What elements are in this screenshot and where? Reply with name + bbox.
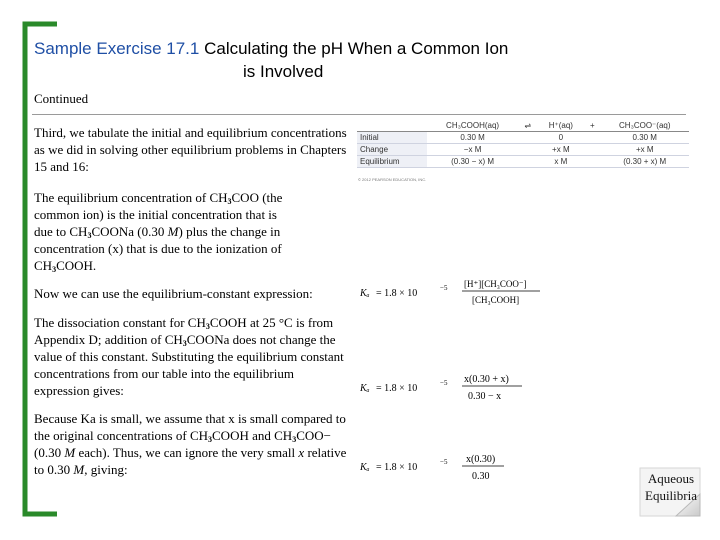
ice-table-header-row: [357, 120, 689, 132]
ka-symbol: Kₐ: [360, 462, 370, 473]
ice-row-label: Change: [357, 144, 427, 156]
ice-table: [357, 120, 689, 168]
ice-table-row: [357, 144, 689, 156]
paragraph-equilibrium-concentration: The equilibrium concentration of $CH_3COO$ (the common ion) is the initial concentration that is due to $CH_3COONa$ (0.30 M) plus the change in concentration (x) that is due to the ionization of $CH_3COOH$.: [34, 190, 283, 274]
ice-header-cell: CH₃COO⁻(aq): [601, 120, 689, 132]
ka-value: = 1.8 × 10: [376, 462, 418, 473]
fraction-numerator: x(0.30): [466, 454, 496, 465]
topic-label-line-2: Equilibria: [645, 488, 697, 503]
ka-symbol: Kₐ: [360, 288, 370, 299]
ka-value: = 1.8 × 10: [376, 288, 418, 299]
ice-table-row: [357, 156, 689, 168]
ice-header-cell: ⇌: [518, 120, 538, 132]
substituted-expression: [360, 370, 560, 404]
fraction-denominator: [CH₃COOH]: [472, 295, 520, 305]
topic-label-line-1: Aqueous: [647, 471, 695, 486]
ice-cell: −x M: [427, 144, 518, 156]
ka-symbol: Kₐ: [360, 383, 370, 394]
ice-cell: x M: [538, 156, 585, 168]
slide-title: [34, 37, 634, 83]
fraction-denominator: 0.30 − x: [468, 391, 502, 402]
paragraph-dissociation-constant: The dissociation constant for $CH_3COOH$ at 25 °C is from Appendix D; addition of $CH_3COONa$ does not change the value of this constant. Substituting the equilibrium constant concentrations from our table into the equilibrium expression gives:: [34, 315, 344, 398]
image-credit: © 2012 PEARSON EDUCATION, INC.: [358, 177, 427, 182]
title-line-1: Calculating the pH When a Common Ion: [199, 39, 509, 58]
ice-cell: 0.30 M: [427, 132, 518, 144]
ice-header-cell: H⁺(aq): [538, 120, 585, 132]
ka-exponent: −5: [440, 379, 448, 387]
ice-row-label: Equilibrium: [357, 156, 427, 168]
ice-row-label: Initial: [357, 132, 427, 144]
ice-cell: 0.30 M: [601, 132, 689, 144]
equilibrium-expression: [360, 276, 560, 308]
ice-header-cell: CH₃COOH(aq): [427, 120, 518, 132]
title-line-2: is Involved: [243, 62, 324, 81]
ice-cell: +x M: [538, 144, 585, 156]
ice-cell: (0.30 + x) M: [601, 156, 689, 168]
ice-table-row: [357, 132, 689, 144]
ka-exponent: −5: [440, 284, 448, 292]
exercise-number: Sample Exercise 17.1: [34, 39, 200, 58]
divider-line: [32, 114, 686, 115]
paragraph-small-ka: Because Ka is small, we assume that x is small compared to the original concentrations of $CH_3COOH$ and $CH_3COO- (0.30$ M each). Thus, we can ignore the very small x relative to 0.30 M, giving:: [34, 411, 347, 477]
ice-cell: +x M: [601, 144, 689, 156]
paragraph-tabulate: Third, we tabulate the initial and equilibrium concentrations as we did in solving other equilibrium problems in Chapters 15 and 16:: [34, 125, 347, 174]
ka-exponent: −5: [440, 458, 448, 466]
ice-cell: 0: [538, 132, 585, 144]
fraction-numerator: x(0.30 + x): [464, 374, 509, 385]
simplified-expression: [360, 450, 560, 484]
continued-label: Continued: [34, 91, 89, 106]
ice-header-cell: +: [584, 120, 600, 132]
paragraph-constant-expression: Now we can use the equilibrium-constant expression:: [34, 286, 313, 301]
fraction-numerator: [H⁺][CH₃COO⁻]: [464, 279, 527, 289]
ice-header-cell: [357, 120, 427, 132]
fraction-denominator: 0.30: [472, 471, 490, 482]
ice-cell: (0.30 − x) M: [427, 156, 518, 168]
topic-label: [636, 470, 706, 504]
ka-value: = 1.8 × 10: [376, 383, 418, 394]
